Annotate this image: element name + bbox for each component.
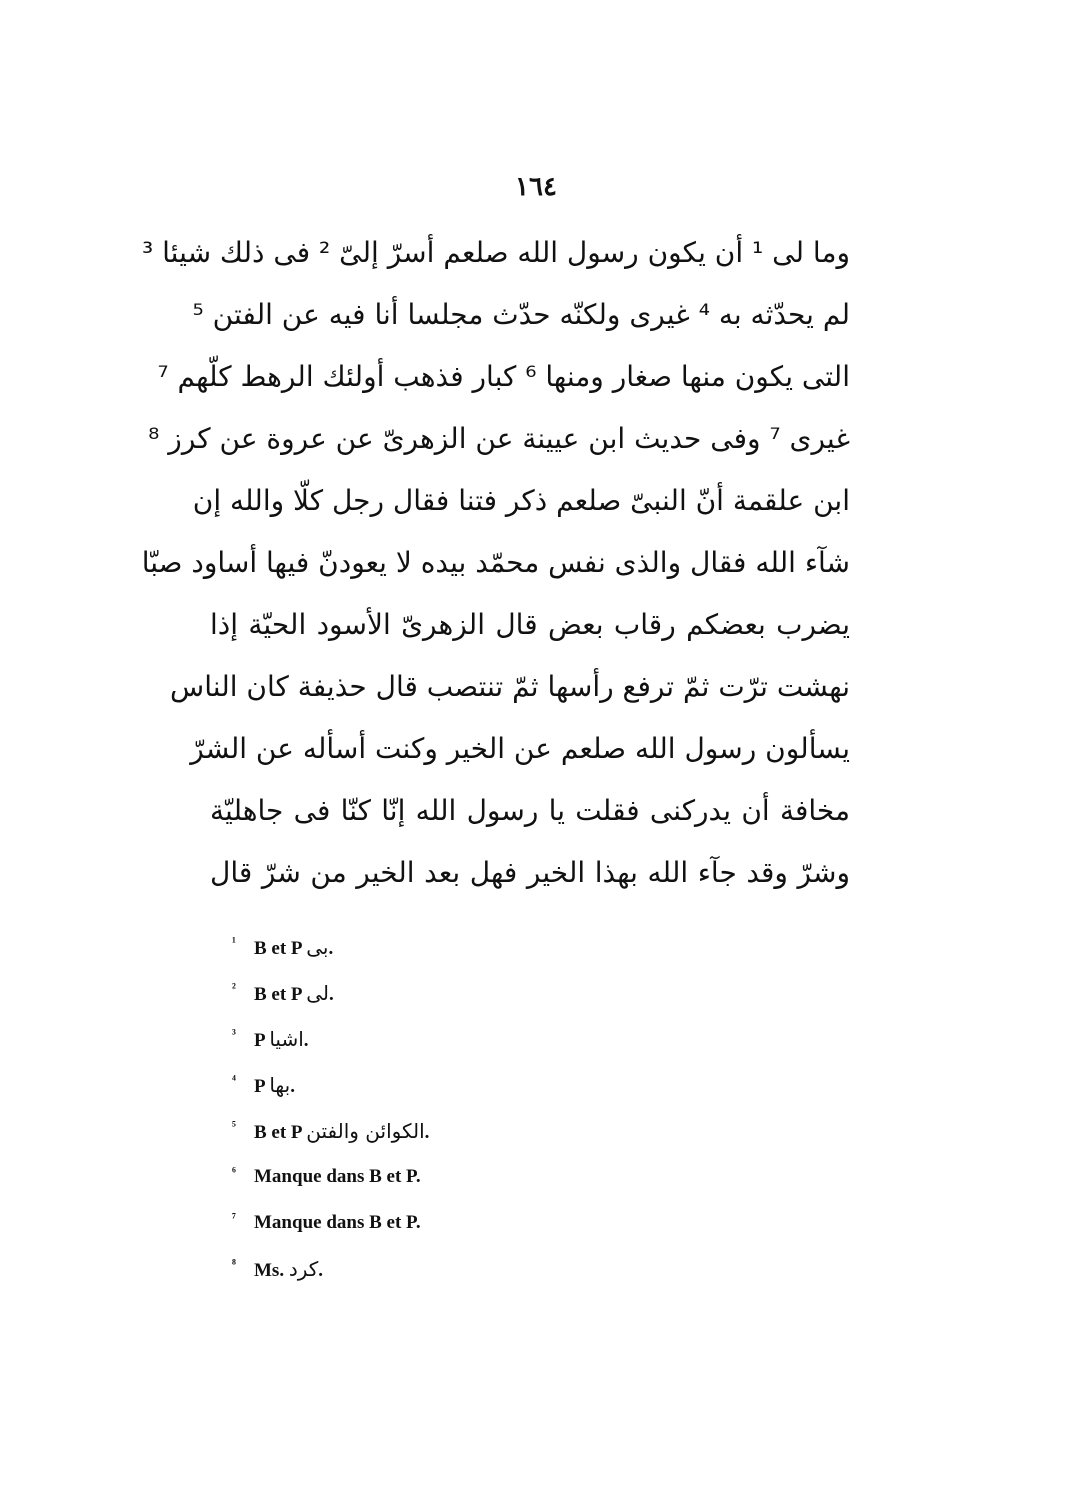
- text-line-11: وشرّ وقد جآء الله بهذا الخير فهل بعد الخير من شرّ قال: [210, 856, 850, 889]
- footnote-5: [232, 1108, 652, 1154]
- footnote-mark: ⁴: [232, 1072, 236, 1087]
- footnote-end: .: [329, 984, 334, 1005]
- footnote-arabic: اشيا: [269, 1027, 304, 1051]
- footnote-text: B et P: [254, 984, 302, 1005]
- text-line-1: وما لى ¹ أن يكون رسول الله صلعم أسرّ إلىّ ² فى ذلك شيئا ³: [142, 236, 850, 269]
- footnote-4: [232, 1062, 652, 1108]
- text-line-10: مخافة أن يدركنى فقلت يا رسول الله إنّا كنّا فى جاهليّة: [210, 794, 850, 827]
- footnote-text: P: [254, 1076, 265, 1097]
- footnote-arabic: لى: [306, 981, 330, 1005]
- page-number: ١٦٤: [515, 172, 557, 202]
- main-text: [141, 222, 850, 904]
- footnote-text: Manque dans B et P.: [254, 1212, 421, 1233]
- text-line-9: يسألون رسول الله صلعم عن الخير وكنت أسأله عن الشرّ: [190, 732, 850, 765]
- footnote-arabic: الكوائن والفتن: [306, 1119, 425, 1143]
- footnote-mark: ¹: [232, 934, 236, 949]
- footnote-mark: ⁸: [232, 1256, 236, 1271]
- footnote-mark: ²: [232, 980, 236, 995]
- text-line-5: ابن علقمة أنّ النبىّ صلعم ذكر فتنا فقال رجل كلّا والله إن: [192, 484, 850, 517]
- footnote-end: .: [318, 1260, 324, 1281]
- footnote-arabic: كرد: [288, 1257, 319, 1281]
- text-line-8: نهشت ترّت ثمّ ترفع رأسها ثمّ تنتصب قال حذيفة كان الناس: [170, 670, 850, 703]
- text-line-3: التى يكون منها صغار ومنها ⁶ كبار فذهب أولئك الرهط كلّهم ⁷: [157, 360, 850, 393]
- footnote-mark: ⁶: [232, 1164, 236, 1179]
- footnote-2: [232, 970, 652, 1016]
- footnote-end: .: [424, 1122, 430, 1143]
- footnote-end: .: [328, 938, 334, 959]
- text-line-4: غيرى ⁷ وفى حديث ابن عيينة عن الزهرىّ عن عروة عن كرز ⁸: [148, 422, 850, 455]
- footnote-arabic: بها: [269, 1073, 291, 1097]
- footnote-text: Manque dans B et P.: [254, 1166, 421, 1187]
- footnote-arabic: بى: [306, 935, 329, 959]
- footnotes: [232, 924, 652, 1292]
- footnote-mark: ³: [232, 1026, 236, 1041]
- text-line-2: لم يحدّثه به ⁴ غيرى ولكنّه حدّث مجلسا أنا فيه عن الفتن ⁵: [192, 298, 850, 331]
- footnote-end: .: [303, 1030, 309, 1051]
- footnote-6: [232, 1154, 652, 1200]
- footnote-8: [232, 1246, 652, 1292]
- footnote-mark: ⁵: [232, 1118, 236, 1133]
- text-line-7: يضرب بعضكم رقاب بعض قال الزهرىّ الأسود الحيّة إذا: [210, 608, 850, 641]
- footnote-text: Ms.: [254, 1260, 285, 1281]
- footnote-end: .: [290, 1076, 295, 1097]
- text-line-6: شآء الله فقال والذى نفس محمّد بيده لا يعودنّ فيها أساود صبّا: [141, 546, 850, 579]
- footnote-text: B et P: [254, 938, 302, 959]
- footnote-7: [232, 1200, 652, 1246]
- footnote-text: B et P: [254, 1122, 302, 1143]
- footnote-1: [232, 924, 652, 970]
- footnote-mark: ⁷: [232, 1210, 236, 1225]
- footnote-text: P: [254, 1030, 265, 1051]
- footnote-3: [232, 1016, 652, 1062]
